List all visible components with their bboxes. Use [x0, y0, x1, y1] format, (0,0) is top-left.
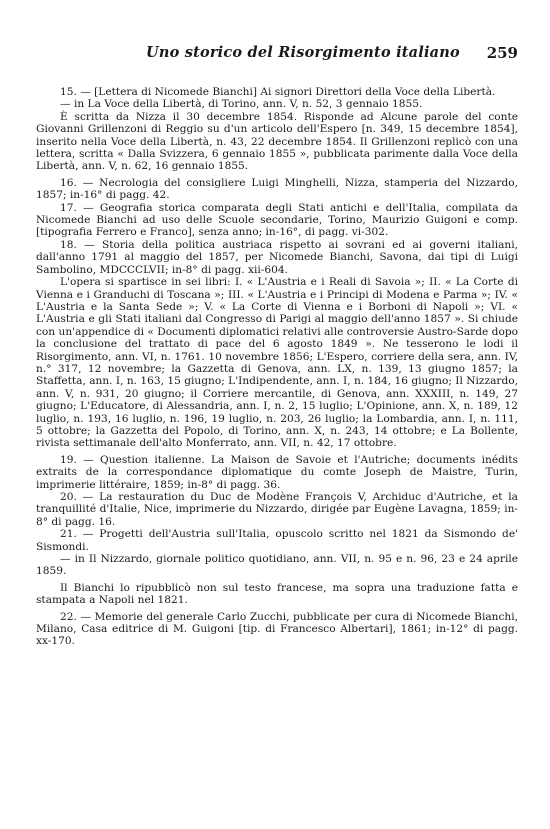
running-header [36, 44, 518, 66]
running-title: Uno storico del Risorgimento italiano [146, 44, 460, 61]
entry-21: 21. — Progetti dell'Austria sull'Italia, opuscolo scritto nel 1821 da Sismondo de' Sismondi. [36, 528, 518, 553]
entry-17: 17. — Geografia storica comparata degli Stati antichi e dell'Italia, compilata da Nicomede Bianchi ad uso delle Scuole secondarie, Torino, Maurizio Guigoni e comp. [tipografia Ferrero e Franco], senza anno; in-16°, di pagg. vi-302. [36, 201, 518, 239]
entry-15-note: È scritta da Nizza il 30 decembre 1854. Risponde ad Alcune parole del conte Giovanni Grillenzoni di Reggio su d'un articolo dell'Espero [n. 349, 15 decembre 1854], inserito nella Voce della Libertà, n. 43, 22 decembre 1854. Il Grillenzoni replicò con una lettera, scritta « Dalla Svizzera, 6 gennaio 1855 », pubblicata parimente dalla Voce della Libertà, ann. V, n. 62, 16 gennaio 1855. [36, 110, 518, 173]
entry-15-source: — in La Voce della Libertà, di Torino, ann. V, n. 52, 3 gennaio 1855. [60, 98, 423, 111]
entry-20: 20. — La restauration du Duc de Modène François V, Archiduc d'Autriche, et la tranquillité d'Italie, Nice, imprimerie du Nizzardo, dirigée par Eugène Lavagna, 1859; in-8° di pagg. 16. [36, 491, 518, 528]
entry-18: 18. — Storia della politica austriaca rispetto ai sovrani ed ai governi italiani, dall'anno 1791 al maggio del 1857, per Nicomede Bianchi, Savona, dai tipi di Luigi Sambolino, MDCCCLVII; in-8° di pagg. xii-604. [36, 238, 518, 276]
entry-15-title: 15. — [Lettera di Nicomede Bianchi] Ai signori Direttori della Voce della Libertà. [60, 86, 496, 98]
entry-19: 19. — Question italienne. La Maison de Savoie et l'Autriche; documents inédits extraits de la correspondance diplomatique du comte Joseph de Maistre, Turin, imprimerie littéraire, 1859; in-8° di pagg. 36. [36, 453, 518, 491]
entry-22: 22. — Memorie del generale Carlo Zucchi, pubblicate per cura di Nicomede Bianchi, Milano, Casa editrice di M. Guigoni [tip. di Francesco Albertari], 1861; in-12° di pagg. xx-170. [36, 610, 518, 648]
page-number: 259 [486, 44, 518, 62]
entry-21-source: — in Il Nizzardo, giornale politico quotidiano, ann. VII, n. 95 e n. 96, 23 e 24 aprile 1859. [36, 553, 518, 578]
bibliography-text [36, 86, 518, 648]
entry-18-note: L'opera si spartisce in sei libri: I. « L'Austria e i Reali di Savoia »; II. « La Corte di Vienna e i Granduchi di Toscana »; III. « L'Austria e i Principi di Modena e Parma »; IV. « L'Austria e la Santa Sede »; V. « La Corte di Vienna e i Borboni di Napoli »; VI. « L'Austria e gli Stati italiani dal Congresso di Parigi al maggio dell'anno 1857 ». Si chiude con un'appendice di « Documenti diplomatici relativi alle controversie Austro-Sarde dopo la conclusione del trattato di pace del 6 agosto 1849 ». Ne tesserono le lodi il Risorgimento, ann. VI, n. 1761. 10 novembre 1856; L'Espero, corriere della sera, ann. IV, n.° 317, 12 novembre; la Gazzetta di Genova, ann. LX, n. 139, 13 giugno 1857; la Staffetta, ann. I, n. 163, 15 giugno; L'Indipendente, ann. I, n. 184, 16 giugno; Il Nizzardo, ann. V, n. 931, 20 giugno; il Corriere mercantile, di Genova, ann. XXXIII, n. 149, 27 giugno; L'Educatore, di Alessandria, ann. I, n. 2, 15 luglio; L'Opinione, ann. X, n. 189, 12 luglio, n. 193, 16 luglio, n. 196, 19 luglio, n. 203, 26 luglio; la Lombardia, ann. I, n. 111, 5 ottobre; la Gazzetta del Popolo, di Torino, ann. X, n. 243, 14 ottobre; e La Bollente, rivista settimanale dell'alto Monferrato, ann. VII, n. 42, 17 ottobre. [36, 276, 518, 450]
entry-16: 16. — Necrologia del consigliere Luigi Minghelli, Nizza, stamperia del Nizzardo, 1857; in-16° di pagg. 42. [36, 176, 518, 202]
entry-21-note: Il Bianchi lo ripubblicò non sul testo francese, ma sopra una traduzione fatta e stampata a Napoli nel 1821. [36, 581, 518, 607]
